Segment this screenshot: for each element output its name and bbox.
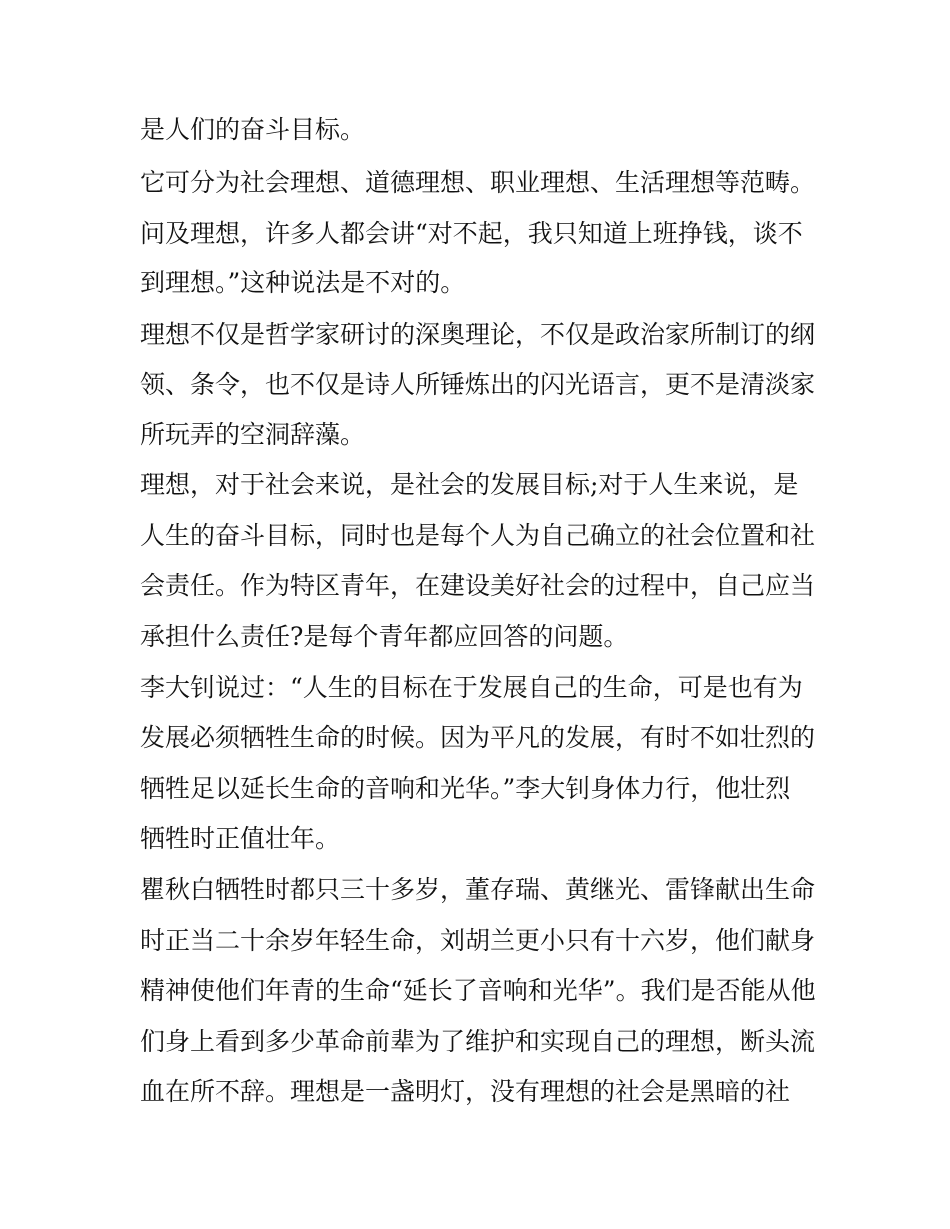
text-line: 领、条令，也不仅是诗人所锤炼出的闪光语言，更不是清淡家 [140,370,816,399]
text-line: 精神使他们年青的生命“延长了音响和光华”。我们是否能从他 [140,976,816,1005]
text-line: 承担什么责任?是每个青年都应回答的问题。 [140,622,629,651]
text-line: 理想不仅是哲学家研讨的深奥理论，不仅是政治家所制订的纲 [140,320,816,349]
text-line: 们身上看到多少革命前辈为了维护和实现自己的理想，断头流 [140,1027,816,1056]
text-line: 发展必须牺牲生命的时候。因为平凡的发展，有时不如壮烈的 [140,723,816,752]
text-line: 所玩弄的空洞辞藻。 [140,420,366,449]
text-line: 牺牲时正值壮年。 [140,824,341,853]
text-line: 血在所不辞。理想是一盏明灯，没有理想的社会是黑暗的社 [140,1077,791,1106]
text-line: 瞿秋白牺牲时都只三十多岁，董存瑞、黄继光、雷锋献出生命 [140,875,816,904]
text-line: 问及理想，许多人都会讲“对不起，我只知道上班挣钱，谈不 [140,219,803,248]
text-line: 牺牲足以延长生命的音响和光华。”李大钊身体力行，他壮烈 [140,774,791,803]
text-line: 是人们的奋斗目标。 [140,115,366,144]
text-line: 人生的奋斗目标，同时也是每个人为自己确立的社会位置和社 [140,521,816,550]
text-line: 会责任。作为特区青年，在建设美好社会的过程中，自己应当 [140,571,816,600]
text-line: 它可分为社会理想、道德理想、职业理想、生活理想等范畴。 [140,168,816,197]
text-line: 理想，对于社会来说，是社会的发展目标;对于人生来说，是 [140,470,799,499]
text-line: 李大钊说过：“人生的目标在于发展自己的生命，可是也有为 [140,673,803,702]
text-line: 到理想。”这种说法是不对的。 [140,268,466,297]
text-line: 时正当二十余岁年轻生命，刘胡兰更小只有十六岁，他们献身 [140,926,816,955]
